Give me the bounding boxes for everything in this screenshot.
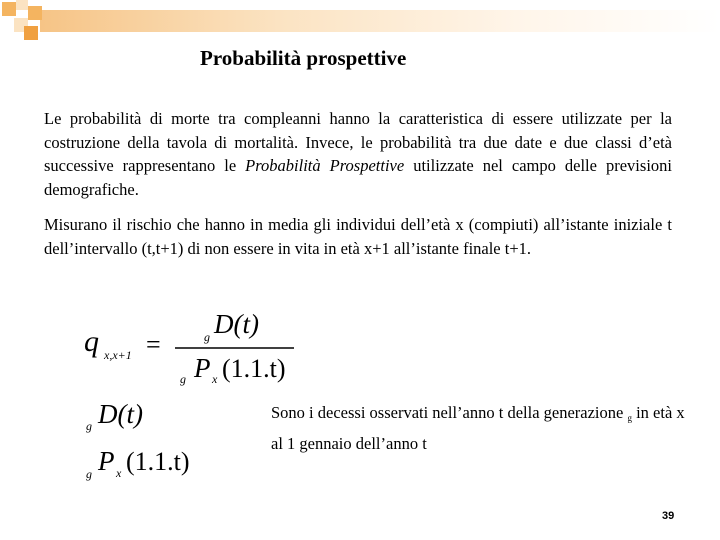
legend-population-symbol <box>82 442 212 484</box>
legend-population-g: g <box>86 467 92 481</box>
legend-population-P: P <box>98 446 115 476</box>
page-number: 39 <box>662 510 675 522</box>
formula-num-g: g <box>204 330 210 344</box>
main-formula <box>80 305 310 387</box>
formula-q: q <box>84 325 99 358</box>
formula-q-subscript: x,x+1 <box>104 348 132 362</box>
legend-population-subscript: x <box>116 466 122 480</box>
header-banner <box>0 0 720 40</box>
formula-den-arg: (1.1.t) <box>222 354 286 383</box>
explanation-note <box>271 400 691 456</box>
note-text-b: in età x al 1 gennaio dell’anno t <box>271 403 685 453</box>
banner-gradient <box>40 10 720 32</box>
paragraph-1 <box>44 107 672 201</box>
banner-square-5 <box>24 26 38 40</box>
legend-deaths-symbol <box>82 396 172 436</box>
legend-deaths-main: D(t) <box>98 399 143 429</box>
formula-numerator: D(t) <box>214 309 259 339</box>
banner-square-3 <box>28 6 42 20</box>
paragraph-2: Misurano il rischio che hanno in media gli individui dell’età x (compiuti) all’istante iniziale t dell’intervallo (t,t+1) di non essere in vita in età x+1 all’istante finale t+1. <box>44 215 672 258</box>
legend-population-arg: (1.1.t) <box>126 447 190 476</box>
formula-equals: = <box>146 330 161 359</box>
formula-den-subscript: x <box>212 372 218 386</box>
paragraph-1-text-b: utilizzate nel campo delle previsioni demografiche. <box>44 156 672 199</box>
banner-square-2 <box>16 0 28 10</box>
slide-title: Probabilità prospettive <box>200 46 407 70</box>
banner-square-1 <box>2 2 16 16</box>
formula-den-P: P <box>194 353 211 383</box>
note-generation-g: g <box>627 413 632 423</box>
note-text-a: Sono i decessi osservati nell’anno t della generazione <box>271 403 628 422</box>
paragraph-1-emphasis: Probabilità Prospettive <box>245 156 405 175</box>
legend-deaths-g: g <box>86 419 92 433</box>
paragraph-1-text-a: Le probabilità di morte tra compleanni hanno la caratteristica di essere utilizzate per la costruzione della tavola di mortalità. Invece, le probabilità tra due date e due classi d’età successive rappresentano le <box>44 109 672 175</box>
formula-den-g: g <box>180 372 186 386</box>
